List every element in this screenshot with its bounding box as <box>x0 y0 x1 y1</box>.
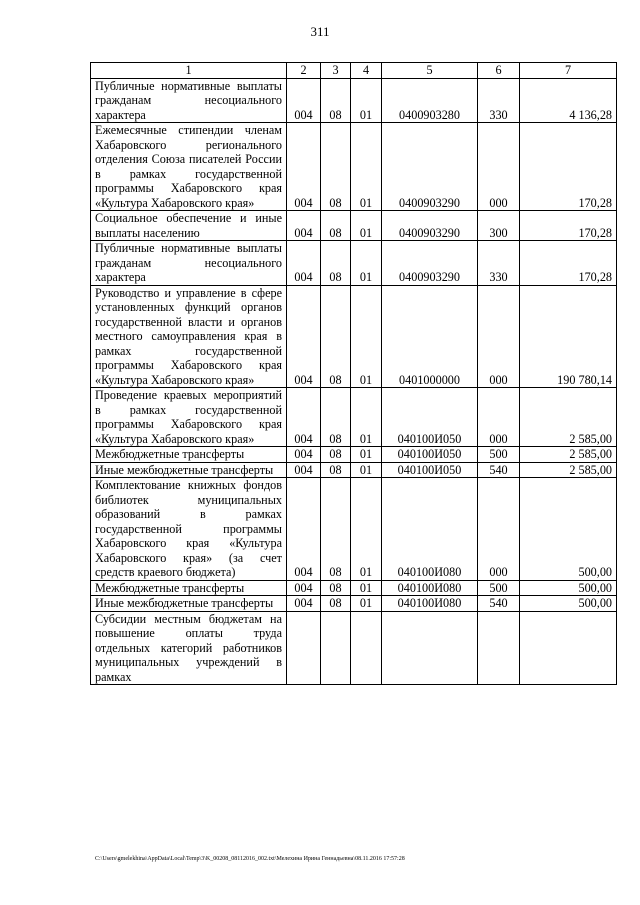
row-section-code: 08 <box>321 388 351 447</box>
row-amount: 170,28 <box>520 241 617 286</box>
column-header-7: 7 <box>520 63 617 79</box>
row-section-code: 08 <box>321 241 351 286</box>
row-expense-type: 000 <box>478 478 520 581</box>
row-section-code: 08 <box>321 211 351 241</box>
table-row <box>91 211 617 241</box>
row-ministry-code: 004 <box>287 285 321 388</box>
table-row <box>91 123 617 211</box>
row-name: Субсидии местным бюджетам на повышение оплаты труда отдельных категорий работников муниципальных учреждений в рамках <box>91 611 287 685</box>
row-subsection-code: 01 <box>351 478 382 581</box>
column-header-3: 3 <box>321 63 351 79</box>
row-section-code: 08 <box>321 123 351 211</box>
row-amount: 190 780,14 <box>520 285 617 388</box>
row-ministry-code: 004 <box>287 478 321 581</box>
table-row <box>91 241 617 286</box>
table-row <box>91 580 617 596</box>
row-expense-type: 000 <box>478 388 520 447</box>
row-amount: 2 585,00 <box>520 388 617 447</box>
row-section-code: 08 <box>321 596 351 612</box>
row-expense-type: 330 <box>478 241 520 286</box>
column-header-4: 4 <box>351 63 382 79</box>
row-target-code: 040100И050 <box>382 388 478 447</box>
row-section-code: 08 <box>321 580 351 596</box>
row-name: Иные межбюджетные трансферты <box>91 462 287 478</box>
row-section-code: 08 <box>321 285 351 388</box>
row-ministry-code: 004 <box>287 78 321 123</box>
row-amount: 500,00 <box>520 580 617 596</box>
row-subsection-code: 01 <box>351 580 382 596</box>
column-header-1: 1 <box>91 63 287 79</box>
row-target-code: 040100И050 <box>382 462 478 478</box>
row-ministry-code: 004 <box>287 241 321 286</box>
row-ministry-code: 004 <box>287 462 321 478</box>
file-path-footer: C:\Users\gmelekhina\AppData\Local\Temp\3\K_00208_08112016_002.txt\Мелехина Ирина Геннадьевна\08.11.2016 17:57:28 <box>95 856 405 862</box>
row-expense-type: 500 <box>478 580 520 596</box>
table-row <box>91 78 617 123</box>
row-subsection-code: 01 <box>351 78 382 123</box>
row-expense-type: 540 <box>478 462 520 478</box>
row-expense-type: 000 <box>478 285 520 388</box>
row-name: Проведение краевых мероприятий в рамках государственной программы Хабаровского края «Культура Хабаровского края» <box>91 388 287 447</box>
row-ministry-code: 004 <box>287 580 321 596</box>
row-name: Иные межбюджетные трансферты <box>91 596 287 612</box>
row-subsection-code: 01 <box>351 596 382 612</box>
table-row <box>91 462 617 478</box>
page-number: 311 <box>310 24 330 39</box>
row-ministry-code: 004 <box>287 123 321 211</box>
row-amount: 2 585,00 <box>520 447 617 463</box>
row-target-code: 040100И080 <box>382 478 478 581</box>
column-header-5: 5 <box>382 63 478 79</box>
row-name: Комплектование книжных фондов библиотек муниципальных образований в рамках государственной программы Хабаровского края «Культура Хабаровского края» (за счет средств краевого бюджета) <box>91 478 287 581</box>
row-subsection-code: 01 <box>351 123 382 211</box>
row-target-code: 0400903290 <box>382 123 478 211</box>
row-name: Публичные нормативные выплаты гражданам несоциального характера <box>91 241 287 286</box>
row-expense-type: 330 <box>478 78 520 123</box>
row-target-code: 0400903290 <box>382 241 478 286</box>
table-row <box>91 285 617 388</box>
row-target-code: 0400903290 <box>382 211 478 241</box>
row-expense-type: 300 <box>478 211 520 241</box>
row-amount: 2 585,00 <box>520 462 617 478</box>
budget-table <box>90 62 617 685</box>
table-row <box>91 447 617 463</box>
row-expense-type: 500 <box>478 447 520 463</box>
row-section-code: 08 <box>321 78 351 123</box>
row-amount: 4 136,28 <box>520 78 617 123</box>
row-target-code: 040100И080 <box>382 596 478 612</box>
row-section-code: 08 <box>321 447 351 463</box>
row-subsection-code <box>351 611 382 685</box>
row-name: Руководство и управление в сфере установленных функций органов государственной власти и органов местного самоуправления края в рамках государственной программы Хабаровского края «Культура Хабаровского края» <box>91 285 287 388</box>
row-section-code: 08 <box>321 462 351 478</box>
row-name: Межбюджетные трансферты <box>91 580 287 596</box>
row-ministry-code: 004 <box>287 211 321 241</box>
table-row <box>91 388 617 447</box>
row-ministry-code: 004 <box>287 388 321 447</box>
row-ministry-code <box>287 611 321 685</box>
row-name: Социальное обеспечение и иные выплаты населению <box>91 211 287 241</box>
row-target-code: 0401000000 <box>382 285 478 388</box>
row-amount: 500,00 <box>520 478 617 581</box>
row-subsection-code: 01 <box>351 462 382 478</box>
row-amount: 500,00 <box>520 596 617 612</box>
row-ministry-code: 004 <box>287 596 321 612</box>
row-expense-type: 000 <box>478 123 520 211</box>
row-name: Межбюджетные трансферты <box>91 447 287 463</box>
row-name: Публичные нормативные выплаты гражданам несоциального характера <box>91 78 287 123</box>
row-subsection-code: 01 <box>351 388 382 447</box>
table-row <box>91 478 617 581</box>
row-amount: 170,28 <box>520 211 617 241</box>
row-subsection-code: 01 <box>351 211 382 241</box>
row-name: Ежемесячные стипендии членам Хабаровского регионального отделения Союза писателей России в рамках государственной программы Хабаровского края «Культура Хабаровского края» <box>91 123 287 211</box>
row-target-code <box>382 611 478 685</box>
table-row <box>91 596 617 612</box>
row-amount: 170,28 <box>520 123 617 211</box>
row-subsection-code: 01 <box>351 285 382 388</box>
row-section-code: 08 <box>321 478 351 581</box>
column-header-6: 6 <box>478 63 520 79</box>
row-target-code: 0400903280 <box>382 78 478 123</box>
row-subsection-code: 01 <box>351 447 382 463</box>
row-expense-type: 540 <box>478 596 520 612</box>
row-target-code: 040100И050 <box>382 447 478 463</box>
table-row <box>91 611 617 685</box>
row-expense-type <box>478 611 520 685</box>
table-header-row <box>91 63 617 79</box>
row-section-code <box>321 611 351 685</box>
row-subsection-code: 01 <box>351 241 382 286</box>
row-target-code: 040100И080 <box>382 580 478 596</box>
row-ministry-code: 004 <box>287 447 321 463</box>
row-amount <box>520 611 617 685</box>
column-header-2: 2 <box>287 63 321 79</box>
